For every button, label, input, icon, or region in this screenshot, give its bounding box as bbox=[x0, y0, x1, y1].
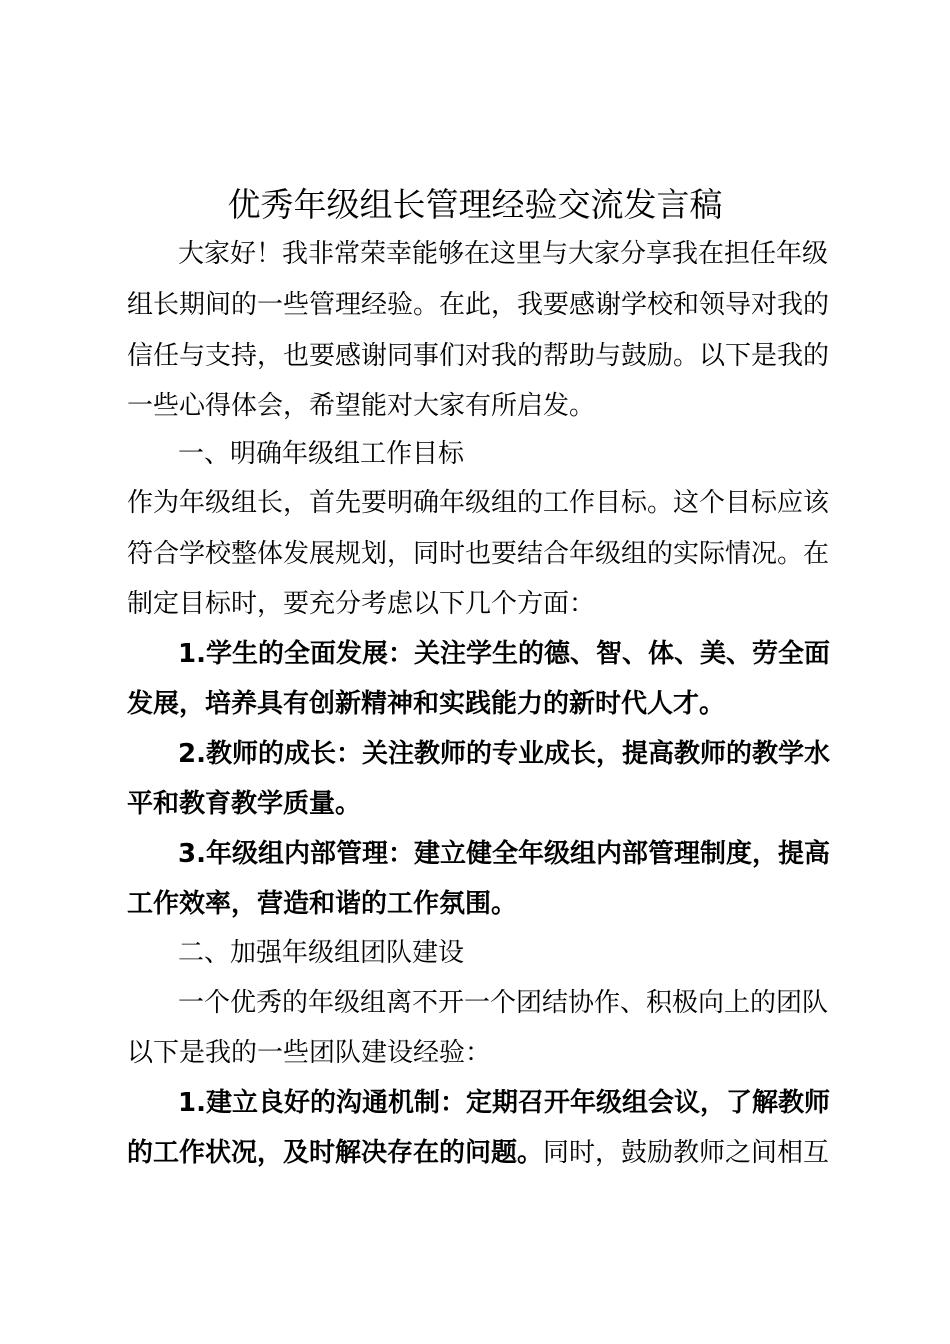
list-item-line: 2.教师的成长：关注教师的专业成长，提高教师的教学水 bbox=[178, 739, 830, 769]
paragraph-line: 符合学校整体发展规划，同时也要结合年级组的实际情况。在 bbox=[127, 539, 830, 569]
paragraph-line: 制定目标时，要充分考虑以下几个方面： bbox=[127, 589, 596, 619]
section-heading: 二、加强年级组团队建设 bbox=[178, 938, 465, 968]
list-item-line: 1.建立良好的沟通机制：定期召开年级组会议，了解教师 bbox=[178, 1088, 830, 1118]
list-item-line-mixed bbox=[127, 1133, 829, 1173]
list-item-line: 1.学生的全面发展：关注学生的德、智、体、美、劳全面 bbox=[178, 639, 830, 669]
paragraph-line: 大家好！我非常荣幸能够在这里与大家分享我在担任年级 bbox=[178, 239, 829, 269]
section-heading: 一、明确年级组工作目标 bbox=[178, 439, 465, 469]
list-item-normal-part: 同时，鼓励教师之间相互 bbox=[543, 1138, 830, 1168]
paragraph-line: 组长期间的一些管理经验。在此，我要感谢学校和领导对我的 bbox=[127, 290, 830, 320]
paragraph-line: 一个优秀的年级组离不开一个团结协作、积极向上的团队 bbox=[178, 988, 829, 1018]
paragraph-line: 作为年级组长，首先要明确年级组的工作目标。这个目标应该 bbox=[127, 488, 830, 518]
list-item-line: 工作效率，营造和谐的工作氛围。 bbox=[127, 889, 518, 919]
list-item-line: 发展，培养具有创新精神和实践能力的新时代人才。 bbox=[127, 689, 726, 719]
list-item-line: 平和教育教学质量。 bbox=[127, 789, 362, 819]
paragraph-line: 信任与支持，也要感谢同事们对我的帮助与鼓励。以下是我的 bbox=[127, 341, 830, 371]
document-title: 优秀年级组长管理经验交流发言稿 bbox=[227, 185, 723, 224]
list-item-line: 3.年级组内部管理：建立健全年级组内部管理制度，提高 bbox=[178, 839, 830, 869]
paragraph-line: 以下是我的一些团队建设经验： bbox=[127, 1038, 492, 1068]
paragraph-line: 一些心得体会，希望能对大家有所启发。 bbox=[127, 391, 596, 421]
list-item-bold-part: 的工作状况，及时解决存在的问题。 bbox=[127, 1138, 544, 1168]
